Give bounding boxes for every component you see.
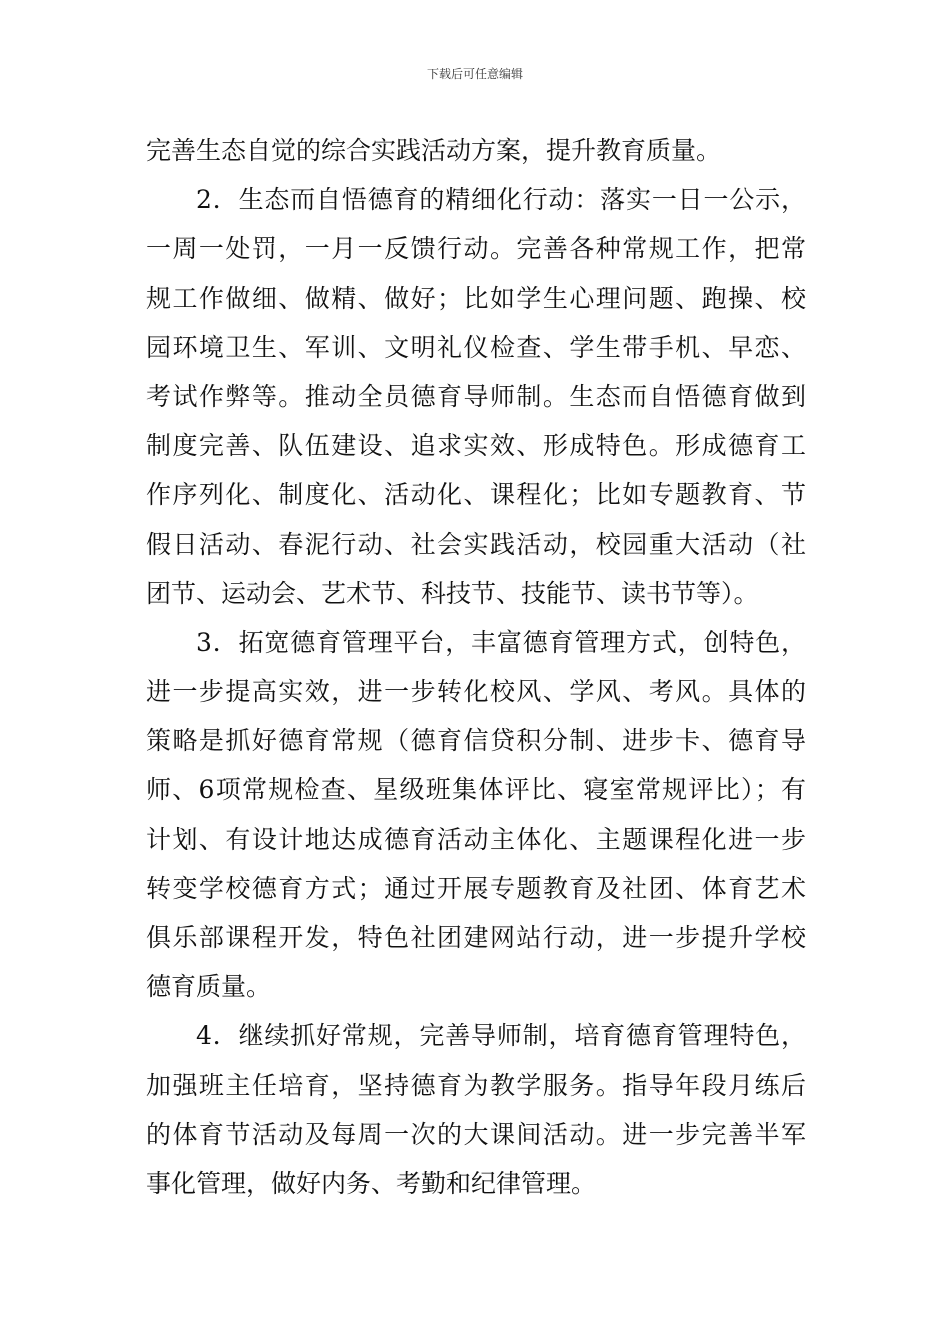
text-line: 4．继续抓好常规，完善导师制，培育德育管理特色， — [196, 1021, 806, 1051]
text-line: 德育质量。 — [146, 972, 272, 1002]
text-line: 俱乐部课程开发，特色社团建网站行动，进一步提升学校 — [146, 923, 806, 952]
document-body — [146, 126, 806, 1208]
text-line: 规工作做细、做精、做好；比如学生心理问题、跑操、校 — [146, 283, 806, 313]
header-note: 下载后可任意编辑 — [426, 67, 523, 81]
text-line: 进一步提高实效，进一步转化校风、学风、考风。具体的 — [146, 677, 806, 707]
text-line: 完善生态自觉的综合实践活动方案，提升教育质量。 — [146, 136, 722, 165]
text-line: 一周一处罚，一月一反馈行动。完善各种常规工作，把常 — [146, 234, 806, 264]
text-line: 制度完善、队伍建设、追求实效、形成特色。形成德育工 — [146, 431, 806, 461]
text-line: 团节、运动会、艺术节、科技节、技能节、读书节等）。 — [146, 578, 759, 608]
text-line: 园环境卫生、军训、文明礼仪检查、学生带手机、早恋、 — [146, 332, 806, 362]
text-line: 事化管理，做好内务、考勤和纪律管理。 — [146, 1168, 597, 1198]
text-line: 加强班主任培育，坚持德育为教学服务。指导年段月练后 — [146, 1070, 806, 1100]
text-line: 考试作弊等。推动全员德育导师制。生态而自悟德育做到 — [146, 381, 806, 411]
text-line: 计划、有设计地达成德育活动主体化、主题课程化进一步 — [146, 824, 806, 854]
text-line: 2．生态而自悟德育的精细化行动：落实一日一公示， — [196, 185, 806, 215]
text-line: 的体育节活动及每周一次的大课间活动。进一步完善半军 — [146, 1119, 806, 1149]
text-line: 假日活动、春泥行动、社会实践活动，校园重大活动（社 — [146, 529, 806, 559]
text-line: 作序列化、制度化、活动化、课程化；比如专题教育、节 — [146, 480, 806, 510]
text-line: 转变学校德育方式；通过开展专题教育及社团、体育艺术 — [146, 873, 806, 903]
text-line: 策略是抓好德育常规（德育信贷积分制、进步卡、德育导 — [146, 726, 806, 756]
text-line: 3．拓宽德育管理平台，丰富德育管理方式，创特色， — [196, 627, 806, 657]
text-line: 师、6项常规检查、星级班集体评比、寝室常规评比）；有 — [146, 775, 806, 805]
